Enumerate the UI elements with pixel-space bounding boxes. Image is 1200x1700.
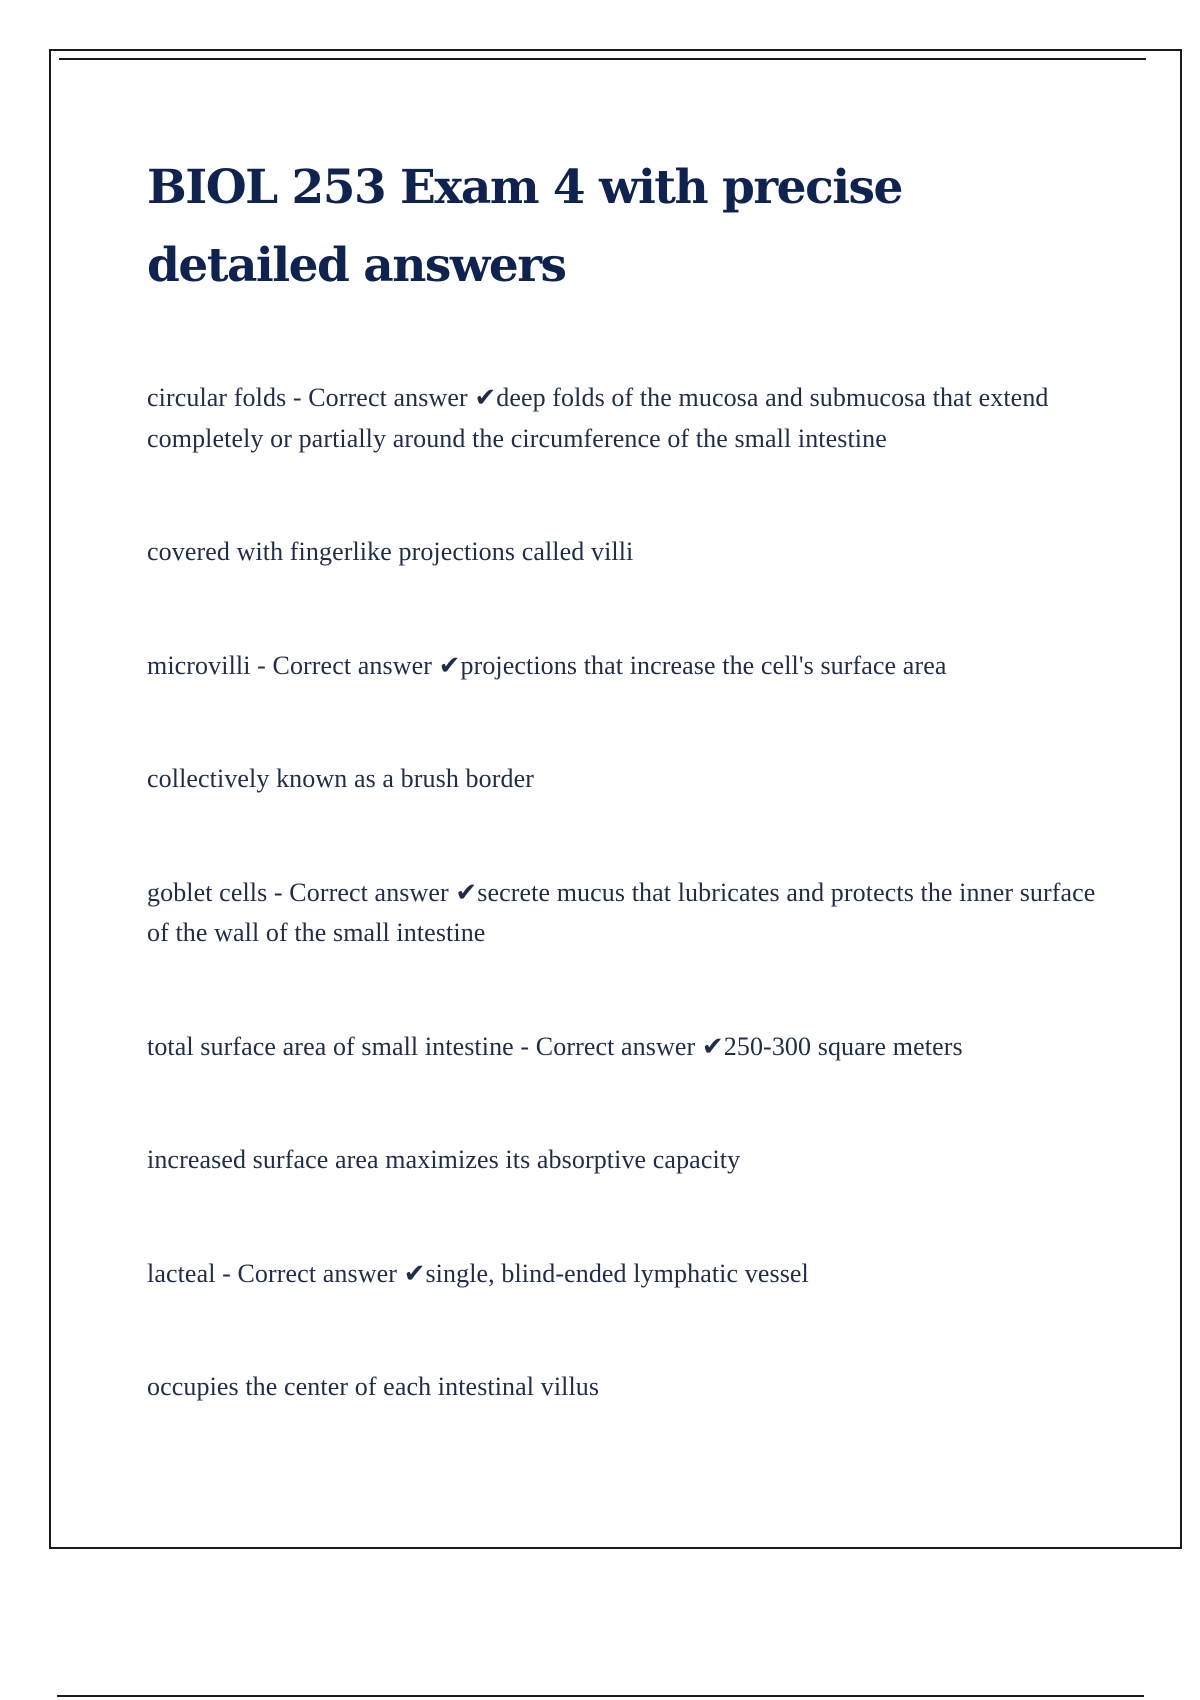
entry-microvilli: microvilli - Correct answer ✔projections that increase the cell's surface area (147, 650, 947, 680)
document-content (147, 149, 1107, 1408)
bottom-rule (57, 1695, 1144, 1697)
entry-villi: covered with fingerlike projections called villi (147, 537, 634, 566)
document-title: BIOL 253 Exam 4 with precise detailed answers (147, 160, 902, 293)
entry-circular-folds: circular folds - Correct answer ✔deep folds of the mucosa and submucosa that extend completely or partially around the circumference of the small intestine (147, 383, 1049, 453)
entry-absorptive-capacity: increased surface area maximizes its absorptive capacity (147, 1145, 741, 1174)
entry-villus-center: occupies the center of each intestinal villus (147, 1372, 600, 1401)
top-rule (59, 58, 1146, 60)
entry-total-surface-area: total surface area of small intestine - Correct answer ✔250-300 square meters (147, 1031, 963, 1061)
entry-brush-border: collectively known as a brush border (147, 764, 534, 793)
page-frame (49, 49, 1182, 1549)
entry-goblet-cells: goblet cells - Correct answer ✔secrete mucus that lubricates and protects the inner surface of the wall of the small intestine (147, 877, 1096, 947)
entry-lacteal: lacteal - Correct answer ✔single, blind-ended lymphatic vessel (147, 1258, 809, 1288)
entry-list (147, 378, 1107, 1408)
